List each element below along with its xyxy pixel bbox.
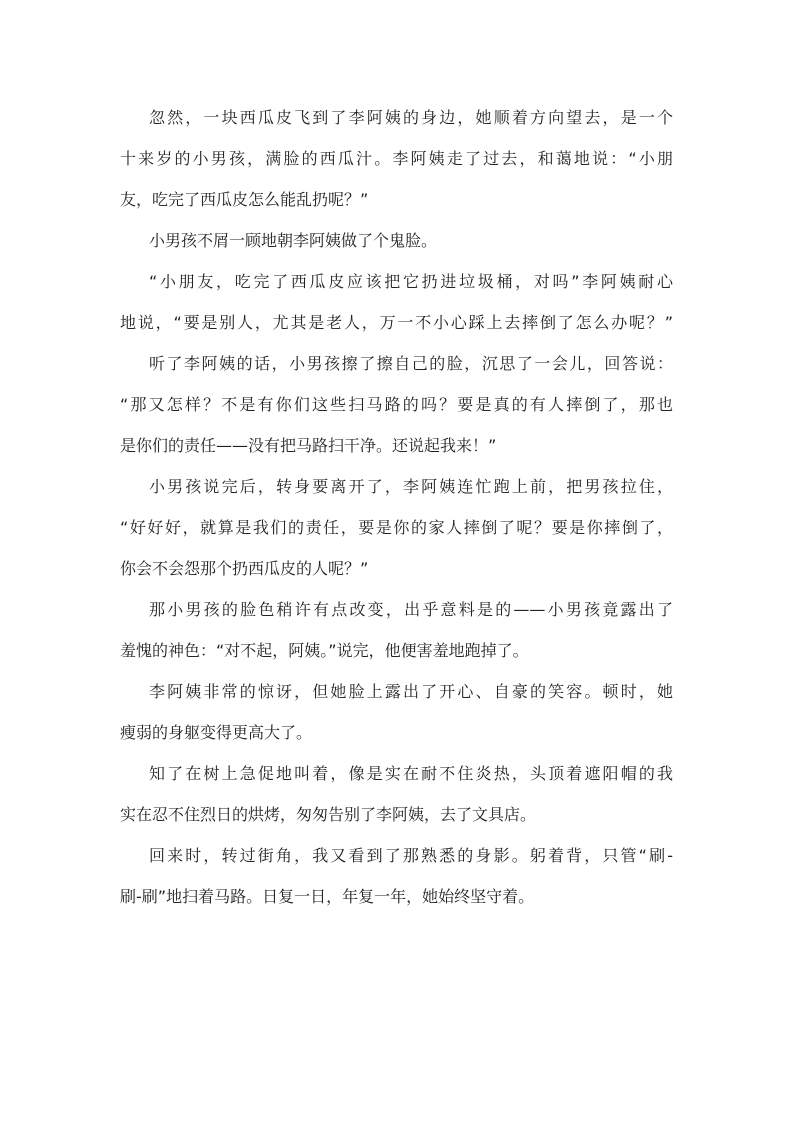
text-line: 回来时，转过街角，我又看到了那熟悉的身影。躬着背，只管“刷-: [149, 846, 673, 865]
paragraph: [120, 266, 673, 348]
paragraph: [120, 471, 673, 594]
text-line: 听了李阿姨的话，小男孩擦了擦自己的脸，沉思了一会儿，回答说：: [149, 354, 673, 373]
paragraph: [120, 225, 673, 266]
paragraph: [120, 676, 673, 758]
text-line: “好好好，就算是我们的责任，要是你的家人摔倒了呢？要是你摔倒了，: [120, 518, 673, 537]
paragraph: [120, 102, 673, 225]
text-line: 地说，“要是别人，尤其是老人，万一不小心踩上去摔倒了怎么办呢？”: [120, 313, 673, 332]
text-line: 忽然，一块西瓜皮飞到了李阿姨的身边，她顺着方向望去，是一个: [149, 108, 673, 127]
paragraph: [120, 840, 673, 922]
paragraph: [120, 348, 673, 471]
text-line: 友，吃完了西瓜皮怎么能乱扔呢？”: [120, 190, 369, 209]
text-line: 李阿姨非常的惊讶，但她脸上露出了开心、自豪的笑容。顿时，她: [149, 682, 673, 701]
text-line: “那又怎样？不是有你们这些扫马路的吗？要是真的有人摔倒了，那也: [120, 395, 673, 414]
text-line: 十来岁的小男孩，满脸的西瓜汁。李阿姨走了过去，和蔼地说：“小朋: [120, 149, 673, 168]
paragraph: [120, 594, 673, 676]
text-line: 瘦弱的身躯变得更高大了。: [120, 723, 313, 742]
text-line: 小男孩说完后，转身要离开了，李阿姨连忙跑上前，把男孩拉住，: [149, 477, 673, 496]
text-line: 知了在树上急促地叫着，像是实在耐不住炎热，头顶着遮阳帽的我: [149, 764, 673, 783]
text-line: 小男孩不屑一顾地朝李阿姨做了个鬼脸。: [149, 231, 438, 250]
text-line: 那小男孩的脸色稍许有点改变，出乎意料是的——小男孩竟露出了: [149, 600, 673, 619]
text-line: 刷-刷”地扫着马路。日复一日，年复一年，她始终坚守着。: [120, 887, 535, 906]
text-line: 你会不会怨那个扔西瓜皮的人呢？”: [120, 559, 369, 578]
document-body: [120, 102, 673, 922]
text-line: 是你们的责任——没有把马路扫干净。还说起我来！”: [120, 436, 497, 455]
text-line: “小朋友，吃完了西瓜皮应该把它扔进垃圾桶，对吗”李阿姨耐心: [149, 272, 673, 291]
text-line: 实在忍不住烈日的烘烤，匆匆告别了李阿姨，去了文具店。: [120, 805, 537, 824]
text-line: 羞愧的神色：“对不起，阿姨。”说完，他便害羞地跑掉了。: [120, 641, 529, 660]
paragraph: [120, 758, 673, 840]
